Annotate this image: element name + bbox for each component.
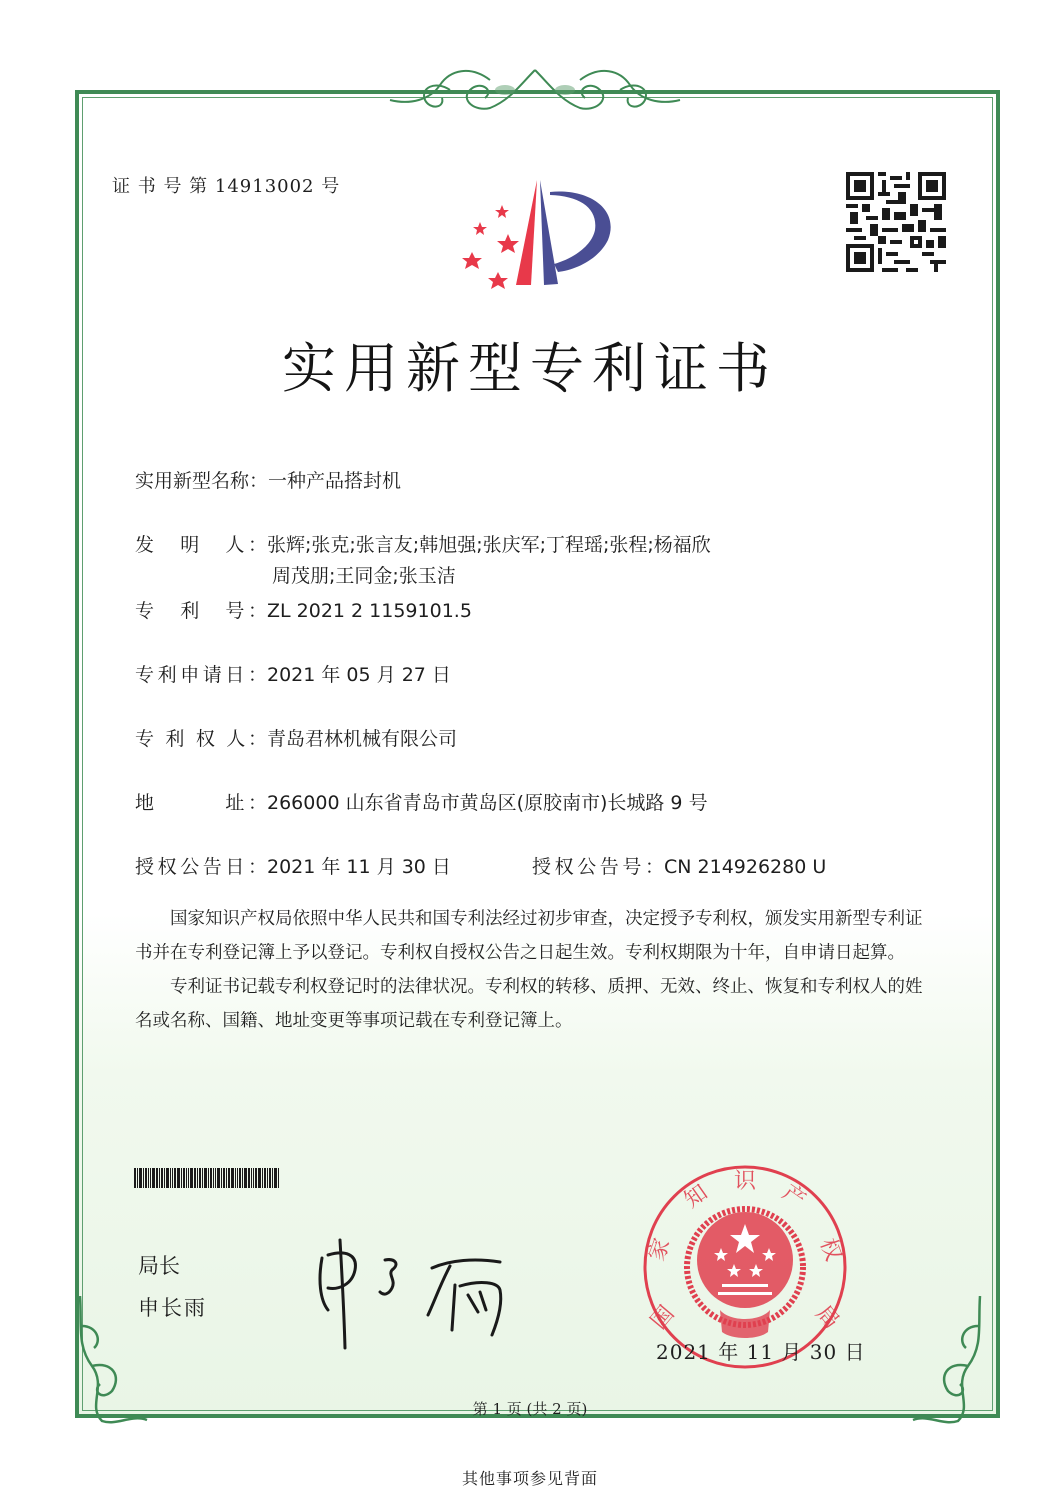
body-paragraph: 国家知识产权局依照中华人民共和国专利法经过初步审查，决定授予专利权，颁发实用新型专利证书并在专利登记簿上予以登记。专利权自授权公告之日起生效。专利权期限为十年，自申请日起算。: [135, 909, 923, 963]
body-paragraph: 专利证书记载专利权登记时的法律状况。专利权的转移、质押、无效、终止、恢复和专利权人的姓名或名称、国籍、地址变更等事项记载在专利登记簿上。: [135, 977, 923, 1031]
field-label: 授权公告日：: [135, 856, 267, 878]
field-label: 授权公告号：: [532, 856, 664, 878]
footer-note: 其他事项参见背面: [461, 1469, 598, 1488]
field-grant-date: [135, 852, 451, 879]
svg-text:权: 权: [814, 1235, 846, 1265]
field-label: 专 利 权 人：: [135, 728, 267, 750]
field-label: 专 利 号：: [135, 600, 267, 622]
field-value: ZL 2021 2 1159101.5: [267, 600, 472, 622]
signatory-title: 局长: [138, 1254, 180, 1278]
field-patentee: [135, 724, 457, 751]
field-utility-model-name: [135, 466, 401, 493]
svg-text:局: 局: [810, 1301, 844, 1335]
qr-code-icon: [846, 170, 946, 274]
field-patent-number: [135, 596, 472, 623]
page-indicator: 第 1 页 (共 2 页): [472, 1400, 588, 1418]
ornament-top-icon: [380, 60, 690, 118]
field-value: CN 214926280 U: [664, 856, 827, 878]
field-label: 专利申请日：: [135, 664, 267, 686]
certificate-body: [135, 902, 925, 1038]
field-grant-number: [532, 852, 826, 879]
svg-text:家: 家: [644, 1235, 676, 1265]
field-inventors-continued: 周茂朋;王同金;张玉洁: [272, 565, 456, 587]
field-value: 266000 山东省青岛市黄岛区(原胶南市)长城路 9 号: [267, 792, 708, 814]
field-value: 张辉;张克;张言友;韩旭强;张庆军;丁程瑶;张程;杨福欣: [267, 534, 711, 556]
field-filing-date: [135, 660, 451, 687]
field-value: 2021 年 05 月 27 日: [267, 664, 451, 686]
seal-date: 2021 年 11 月 30 日: [656, 1340, 866, 1364]
svg-text:产: 产: [777, 1180, 810, 1214]
svg-text:识: 识: [733, 1169, 757, 1194]
field-address: [135, 788, 708, 815]
page-title: 实用新型专利证书: [282, 337, 778, 400]
certificate-number: 证 书 号 第 14913002 号: [112, 176, 341, 197]
cnipa-logo-icon: [440, 160, 620, 290]
svg-text:国: 国: [646, 1301, 680, 1335]
signatory-name: 申长雨: [138, 1296, 207, 1320]
field-label: 地 址：: [135, 792, 267, 814]
field-value: 一种产品搭封机: [268, 470, 402, 492]
field-value: 青岛君林机械有限公司: [267, 728, 458, 750]
svg-text:知: 知: [680, 1180, 713, 1214]
field-label: 发 明 人：: [135, 534, 267, 556]
certificate-frame-inner: [82, 97, 993, 1411]
field-value: 2021 年 11 月 30 日: [267, 856, 451, 878]
field-inventors: [135, 530, 711, 557]
field-label: 实用新型名称：: [135, 470, 269, 492]
barcode-icon: [134, 1168, 304, 1188]
handwritten-signature: [300, 1230, 540, 1350]
